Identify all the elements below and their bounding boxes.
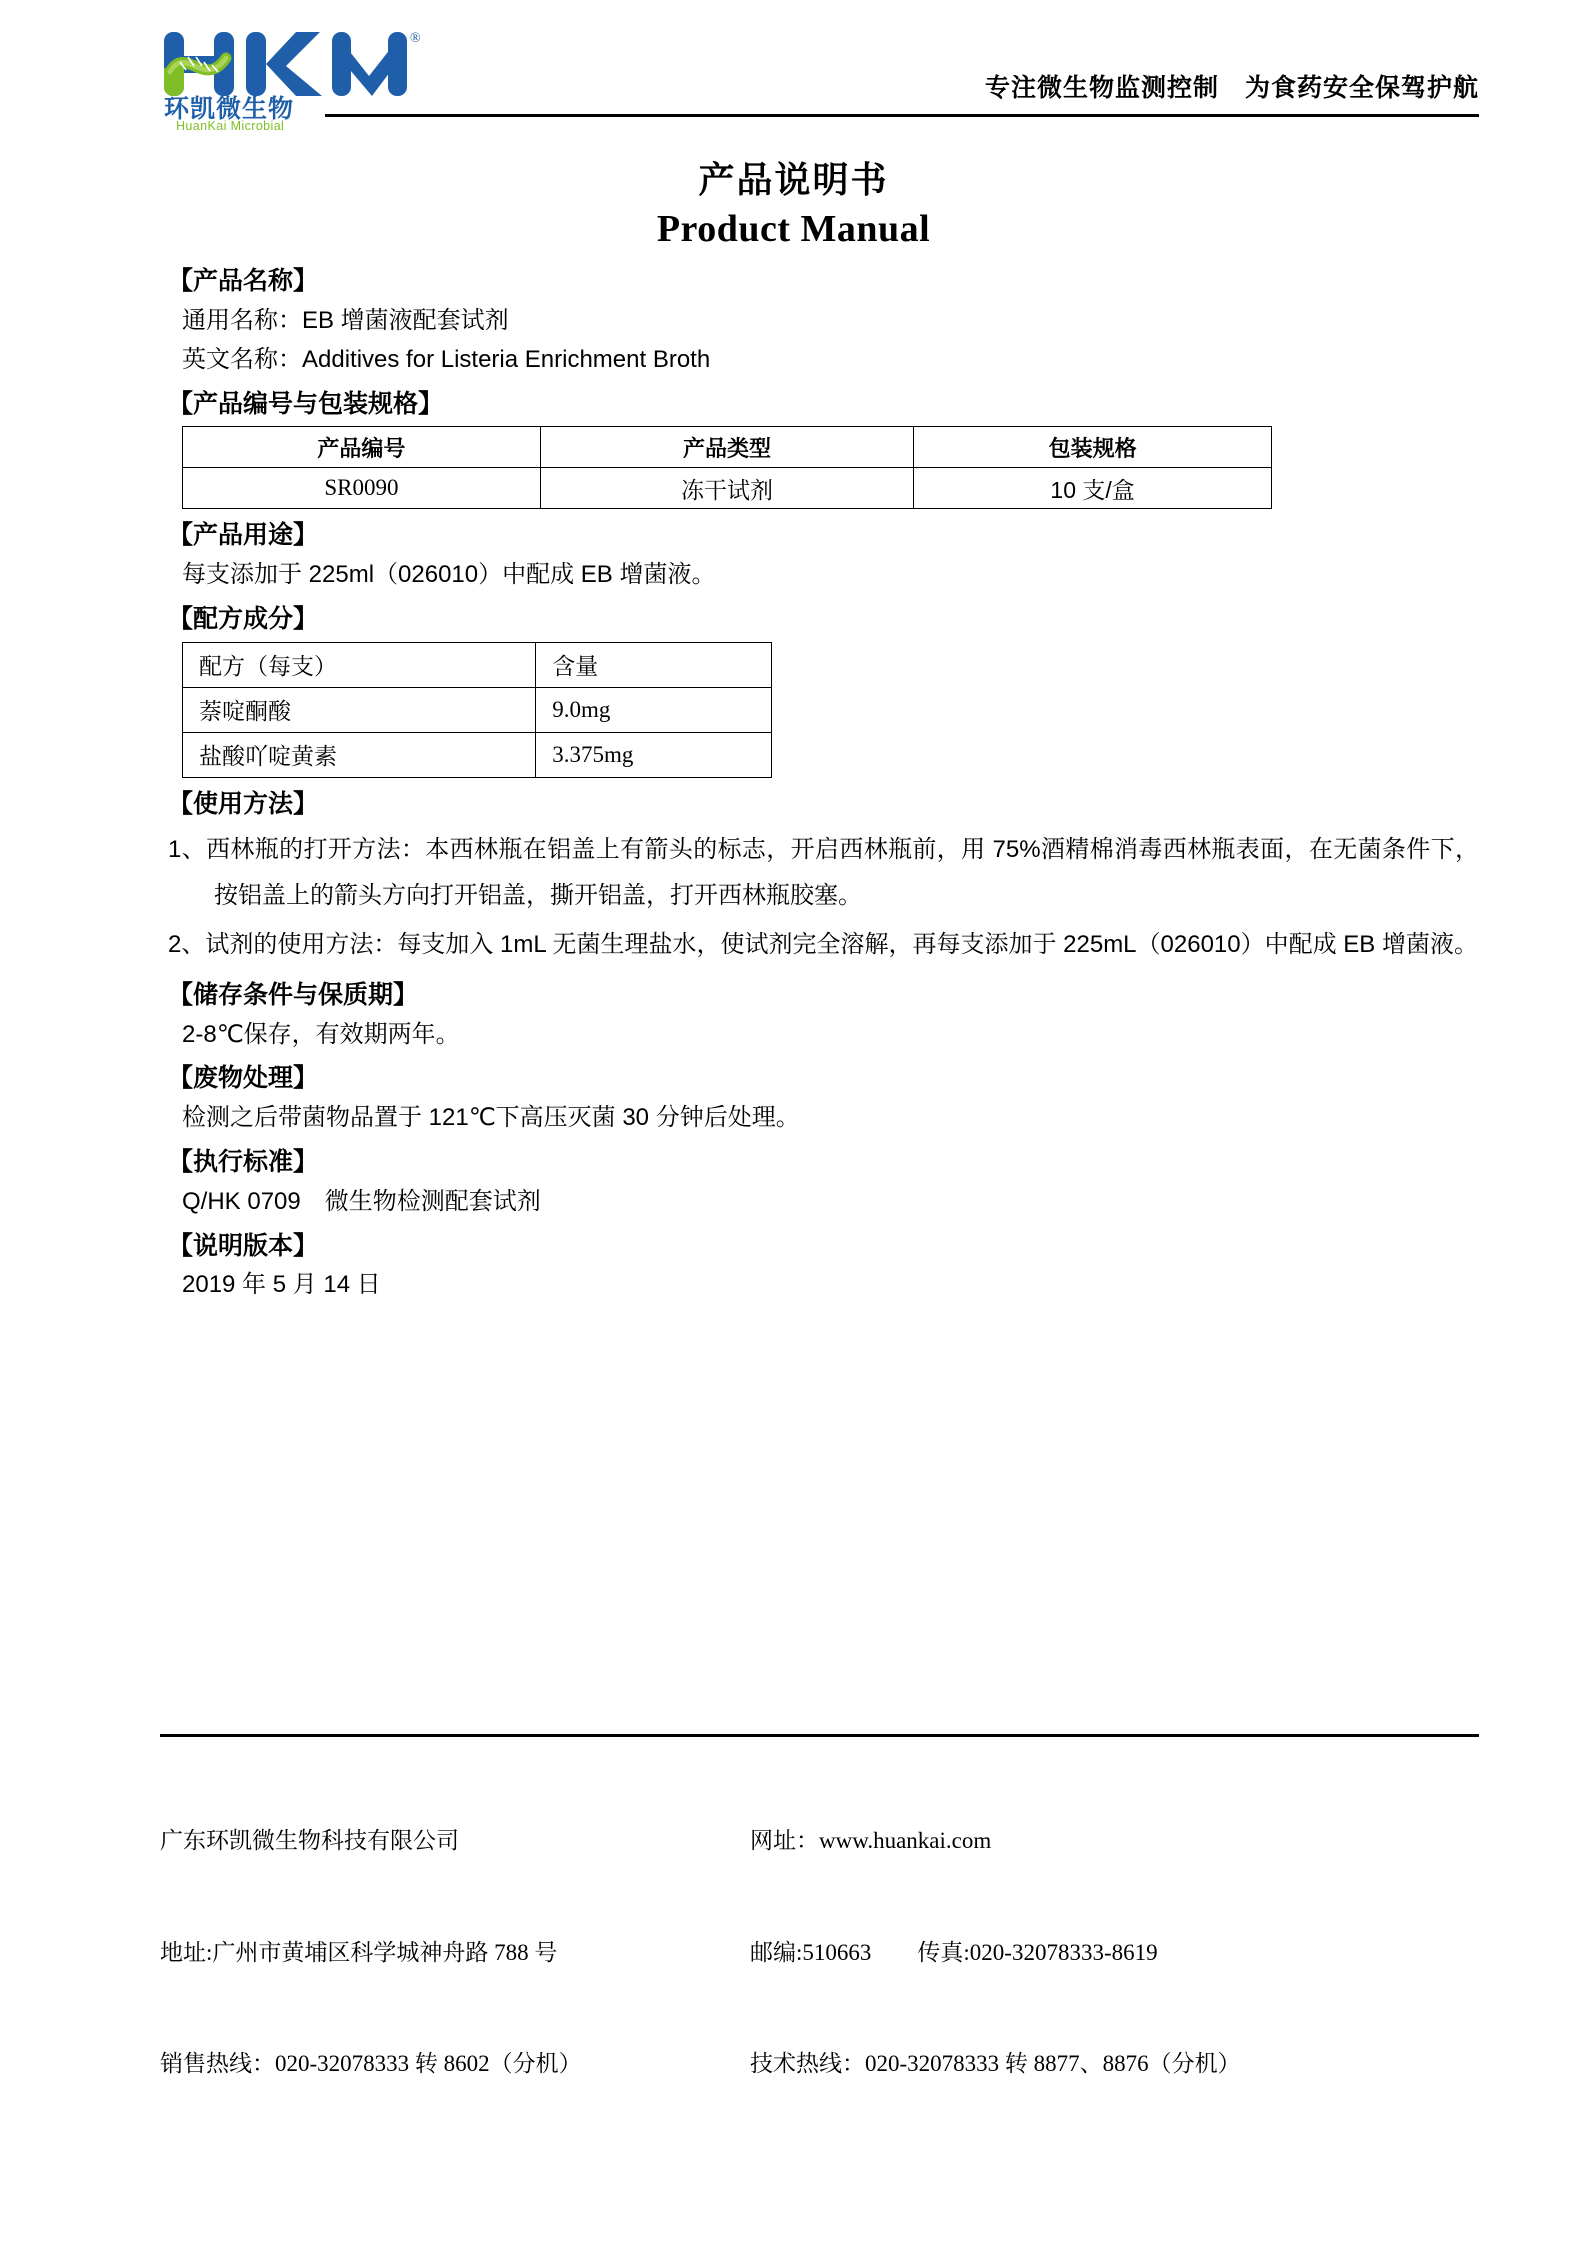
section-heading-standard: 【执行标准】 <box>168 1147 319 1177</box>
spec-cell-type: 冻干试剂 <box>540 468 913 509</box>
product-english-name-value: Additives for Listeria Enrichment Broth <box>302 345 711 373</box>
spec-cell-package: 10 支/盒 <box>914 468 1272 509</box>
product-generic-name-value: EB 增菌液配套试剂 <box>302 307 509 335</box>
formula-cell-name-0: 萘啶酮酸 <box>183 687 536 732</box>
formula-cell-amount-1: 3.375mg <box>536 732 772 777</box>
logo-cn-text: 环凯微生物 <box>164 94 295 123</box>
table-row <box>183 732 772 777</box>
formula-table <box>182 642 772 778</box>
logo-pinyin-text: HuanKai Microbial <box>176 119 285 132</box>
section-heading-waste: 【废物处理】 <box>168 1063 319 1093</box>
header-divider <box>325 114 1479 117</box>
manual-content <box>168 264 1479 1303</box>
footer-contact-info <box>750 1747 1479 2157</box>
product-generic-name-label: 通用名称： <box>182 307 302 335</box>
formula-table-header-row <box>183 642 772 687</box>
registered-mark: ® <box>410 31 421 46</box>
page-title-cn: 产品说明书 <box>698 160 889 201</box>
product-english-name-label: 英文名称： <box>182 345 302 373</box>
standard-text: Q/HK 0709 微生物检测配套试剂 <box>182 1187 541 1215</box>
table-row <box>183 468 1272 509</box>
formula-cell-amount-0: 9.0mg <box>536 687 772 732</box>
waste-text: 检测之后带菌物品置于 121℃下高压灭菌 30 分钟后处理。 <box>182 1104 800 1132</box>
spec-table-header-row <box>183 427 1272 468</box>
footer-website: 网址：www.huankai.com <box>750 1827 992 1853</box>
table-row <box>183 687 772 732</box>
spec-col-header-package: 包装规格 <box>914 427 1272 468</box>
section-heading-storage: 【储存条件与保质期】 <box>168 979 419 1009</box>
storage-text: 2-8℃保存，有效期两年。 <box>182 1020 460 1048</box>
section-heading-product-name: 【产品名称】 <box>168 266 319 296</box>
purpose-text: 每支添加于 225ml（026010）中配成 EB 增菌液。 <box>182 561 716 589</box>
formula-col-header-amount: 含量 <box>536 642 772 687</box>
section-heading-formula: 【配方成分】 <box>168 604 319 634</box>
footer-divider <box>160 1734 1479 1737</box>
page-header <box>160 0 1479 132</box>
footer-sales-hotline: 销售热线：020-32078333 转 8602（分机） <box>160 2051 582 2077</box>
footer-tech-hotline: 技术热线：020-32078333 转 8877、8876（分机） <box>750 2051 1241 2077</box>
page-title-en: Product Manual <box>656 208 931 250</box>
spec-table <box>182 426 1272 509</box>
page-footer <box>160 1734 1479 2157</box>
spec-cell-code: SR0090 <box>183 468 541 509</box>
formula-col-header-name: 配方（每支） <box>183 642 536 687</box>
section-heading-method: 【使用方法】 <box>168 788 319 818</box>
company-logo <box>160 24 430 134</box>
formula-cell-name-1: 盐酸吖啶黄素 <box>183 732 536 777</box>
section-heading-spec: 【产品编号与包装规格】 <box>168 388 444 418</box>
title-block <box>0 158 1587 254</box>
section-heading-version: 【说明版本】 <box>168 1230 319 1260</box>
footer-company-name: 广东环凯微生物科技有限公司 <box>160 1827 459 1853</box>
section-heading-purpose: 【产品用途】 <box>168 520 319 550</box>
footer-company-info <box>160 1747 750 2157</box>
spec-col-header-code: 产品编号 <box>183 427 541 468</box>
product-generic-name-row <box>168 304 1479 339</box>
spec-col-header-type: 产品类型 <box>540 427 913 468</box>
method-item-2: 2、试剂的使用方法：每支加入 1mL 无菌生理盐水，使试剂完全溶解，再每支添加于 225mL（026010）中配成 EB 增菌液。 <box>168 931 1478 959</box>
footer-postcode-fax: 邮编:510663 传真:020-32078333-8619 <box>750 1939 1158 1965</box>
version-text: 2019 年 5 月 14 日 <box>182 1271 381 1299</box>
method-item-1: 1、西林瓶的打开方法：本西林瓶在铝盖上有箭头的标志，开启西林瓶前，用 75%酒精棉消毒西林瓶表面，在无菌条件下，按铝盖上的箭头方向打开铝盖，撕开铝盖，打开西林瓶胶塞。 <box>168 835 1479 910</box>
footer-address: 地址:广州市黄埔区科学城神舟路 788 号 <box>160 1939 558 1965</box>
header-tagline: 专注微生物监测控制 为食药安全保驾护航 <box>984 75 1479 102</box>
product-english-name-row <box>168 343 1479 378</box>
